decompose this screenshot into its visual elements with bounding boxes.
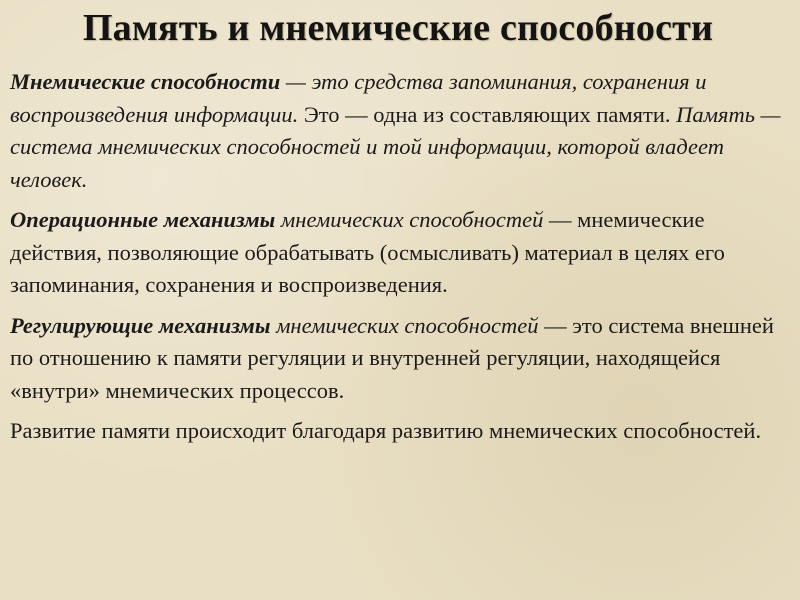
definition-text: — это система внешней по отношению к памяти регуляции и внутренней регуляции, находящейся «внутри» мнемических процессов. [10,312,774,403]
term-regulating-mechanisms: Регулирующие механизмы [10,312,271,338]
term-qualifier: мнемических способностей [270,312,539,338]
memory-definition-text: Память — система мнемических способностей и той информации, которой владеет человек. [10,101,781,192]
slide-content [10,66,786,448]
paragraph-mnemonic-abilities [10,66,786,196]
paragraph-memory-development [10,415,786,448]
term-operational-mechanisms: Операционные механизмы [10,207,276,232]
definition-text: — мнемические действия, позволяющие обрабатывать (осмысливать) материал в целях его запоминания, сохранения и воспроизведения. [10,207,725,297]
paragraph-operational-mechanisms [10,204,786,302]
term-mnemonic-abilities: Мнемические способности [10,69,281,94]
definition-text: — это средства запоминания, сохранения и воспроизведения информации. [10,69,707,127]
term-qualifier: мнемических способностей [275,207,544,232]
statement-text: Развитие памяти происходит благодаря развитию мнемических способностей. [10,418,762,443]
slide-title: Память и мнемические способности [82,7,714,49]
paragraph-regulating-mechanisms [10,310,786,408]
plain-text: Это — одна из составляющих памяти. [298,101,677,127]
